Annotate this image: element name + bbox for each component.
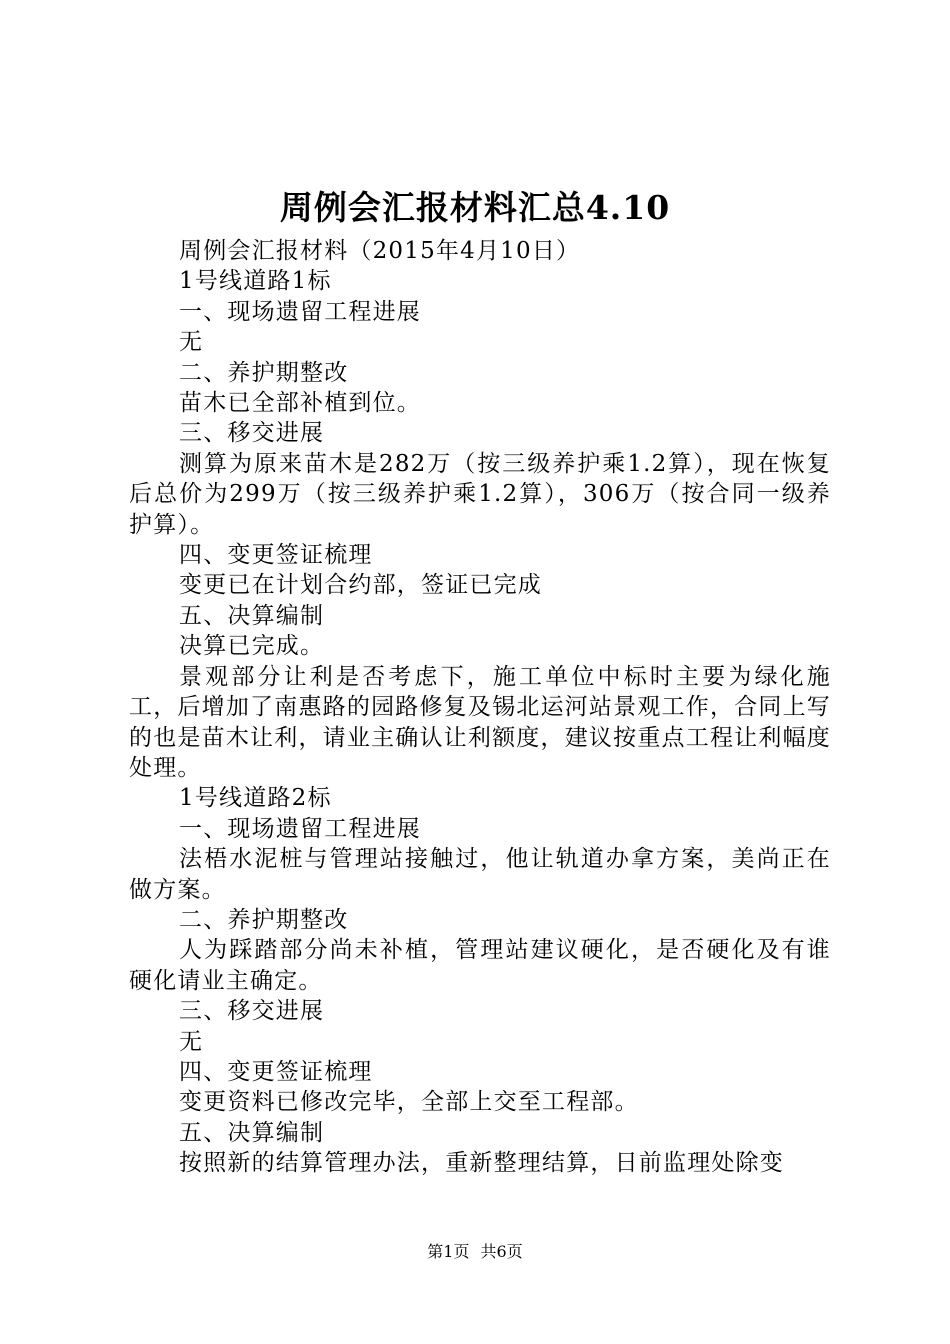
- subsection-heading: 一、现场遗留工程进展: [179, 815, 421, 842]
- page-footer: [0, 1241, 950, 1263]
- paragraph: 测算为原来苗木是282万（按三级养护乘1.2算），现在恢复后总价为299万（按三级养护乘1.2算），306万（按合同一级养护算）。: [129, 450, 831, 538]
- paragraph: 法梧水泥桩与管理站接触过，他让轨道办拿方案，美尚正在做方案。: [129, 846, 831, 903]
- subsection-heading: 五、决算编制: [179, 602, 325, 629]
- subsection-heading: 五、决算编制: [179, 1119, 325, 1146]
- paragraph: 无: [179, 1028, 204, 1055]
- subsection-heading: 三、移交进展: [179, 998, 325, 1025]
- paragraph: 按照新的结算管理办法，重新整理结算，日前监理处除变: [179, 1150, 784, 1177]
- paragraph: 人为踩踏部分尚未补植，管理站建议硬化，是否硬化及有谁硬化请业主确定。: [129, 937, 831, 994]
- paragraph: 决算已完成。: [179, 633, 325, 660]
- subsection-heading: 三、移交进展: [179, 420, 325, 447]
- paragraph: 变更资料已修改完毕，全部上交至工程部。: [179, 1089, 639, 1116]
- page-total: 共6页: [480, 1242, 523, 1261]
- paragraph: 景观部分让利是否考虑下，施工单位中标时主要为绿化施工，后增加了南惠路的园路修复及锡北运河站景观工作，合同上写的也是苗木让利，请业主确认让利额度，建议按重点工程让利幅度处理。: [129, 663, 831, 781]
- subsection-heading: 二、养护期整改: [179, 359, 349, 386]
- paragraph: 变更已在计划合约部，签证已完成: [179, 572, 542, 599]
- paragraph: 无: [179, 329, 204, 356]
- subsection-heading: 二、养护期整改: [179, 906, 349, 933]
- subsection-heading: 一、现场遗留工程进展: [179, 298, 421, 325]
- subsection-heading: 四、变更签证梳理: [179, 542, 373, 569]
- page-number: 第1页: [427, 1242, 470, 1261]
- section-heading: 1号线道路1标: [179, 268, 332, 295]
- document-body: [129, 236, 831, 1179]
- section-heading: 1号线道路2标: [179, 785, 332, 812]
- document-title: 周例会汇报材料汇总4.10: [279, 188, 671, 227]
- subsection-heading: 四、变更签证梳理: [179, 1058, 373, 1085]
- paragraph: 周例会汇报材料（2015年4月10日）: [179, 238, 581, 264]
- paragraph: 苗木已全部补植到位。: [179, 390, 421, 417]
